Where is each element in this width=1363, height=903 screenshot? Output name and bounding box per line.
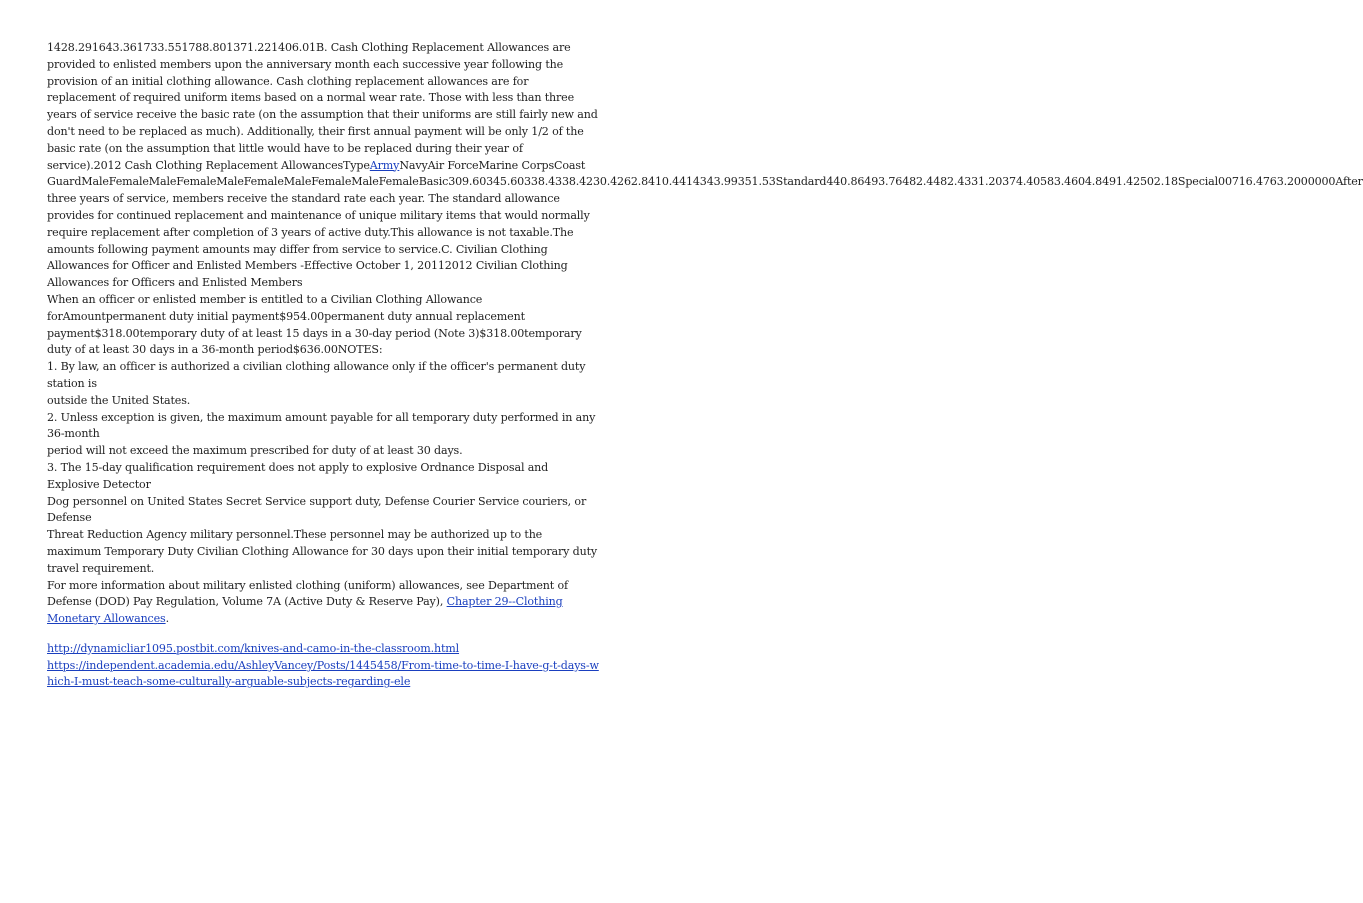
when-entitled-line: When an officer or enlisted member is entitled to a Civilian Clothing Allowance <box>47 292 483 306</box>
army-link[interactable]: Army <box>369 158 400 172</box>
document-body <box>47 40 1363 691</box>
note-3-line-c: Threat Reduction Agency military personnel.These personnel may be authorized up to the maximum Temporary Duty Civilian Clothing Allowance for 30 days upon their initial temporary duty travel requirement. <box>47 528 598 575</box>
chapter-29-link[interactable]: Chapter 29--Clothing Monetary Allowances <box>47 595 563 626</box>
more-info-text: For more information about military enlisted clothing (uniform) allowances, see Department of Defense (DOD) Pay Regulation, Volume 7A (Active Duty & Reserve Pay), <box>47 578 568 609</box>
clothing-replacement-paragraph <box>47 40 1363 292</box>
more-info-paragraph <box>47 578 599 628</box>
note-3-line-b: Dog personnel on United States Secret Service support duty, Defense Courier Service couriers, or Defense <box>47 494 587 525</box>
postbit-url-link[interactable]: http://dynamicliar1095.postbit.com/knives-and-camo-in-the-classroom.html <box>47 641 460 655</box>
note-1-line-a: 1. By law, an officer is authorized a civilian clothing allowance only if the officer's permanent duty station is <box>47 360 586 390</box>
note-2-line-b: period will not exceed the maximum prescribed for duty of at least 30 days. <box>47 444 463 458</box>
civilian-allowance-amounts: forAmountpermanent duty initial payment$954.00permanent duty annual replacement payment$318.00temporary duty of at least 15 days in a 30-day period (Note 3)$318.00temporary duty of at least 30 days in a 36-month period$636.00NOTES: <box>47 309 582 357</box>
more-info-period: . <box>165 612 169 626</box>
note-2-line-a: 2. Unless exception is given, the maximum amount payable for all temporary duty performed in any 36-month <box>47 410 596 441</box>
note-3-line-a: 3. The 15-day qualification requirement does not apply to explosive Ordnance Disposal and Explosive Detector <box>47 460 549 491</box>
replacement-rates-text: NavyAir ForceMarine CorpsCoast GuardMaleFemaleMaleFemaleMaleFemaleMaleFemaleMaleFemaleBasic309.60345.60338.4338.4230.4262.8410.4414343.99351.53Standard440.86493.76482.4482.4331.20374.40583.4604.8491.42502.18Special00716.4763.2000000After three years of service, members receive the standard rate each year. The standard allowance provides for continued replacement and maintenance of unique military items that would normally require replacement after completion of 3 years of active duty.This allowance is not taxable.The amounts following payment amounts may differ from service to service.C. Civilian Clothing Allowances for Officer and Enlisted Members -Effective October 1, 20112012 Civilian Clothing Allowances for Officers and Enlisted Members <box>47 158 1363 290</box>
replacement-allowances-text: 1428.291643.361733.551788.801371.221406.01B. Cash Clothing Replacement Allowances are provided to enlisted members upon the anniversary month each successive year following the provision of an initial clothing allowance. Cash clothing replacement allowances are for replacement of required uniform items based on a normal wear rate. Those with less than three years of service receive the basic rate (on the assumption that their uniforms are still fairly new and don't need to be replaced as much). Additionally, their first annual payment will be only 1/2 of the basic rate (on the assumption that little would have to be replaced during their year of service).2012 Cash Clothing Replacement AllowancesType <box>47 41 598 172</box>
academia-url-link[interactable]: https://independent.academia.edu/AshleyVancey/Posts/1445458/From-time-to-time-I-have-g-t-days-which-I-must-teach-some-culturally-arguable-subjects-regarding-ele <box>47 658 599 689</box>
note-1-line-b: outside the United States. <box>47 393 191 407</box>
spacer <box>47 628 599 641</box>
